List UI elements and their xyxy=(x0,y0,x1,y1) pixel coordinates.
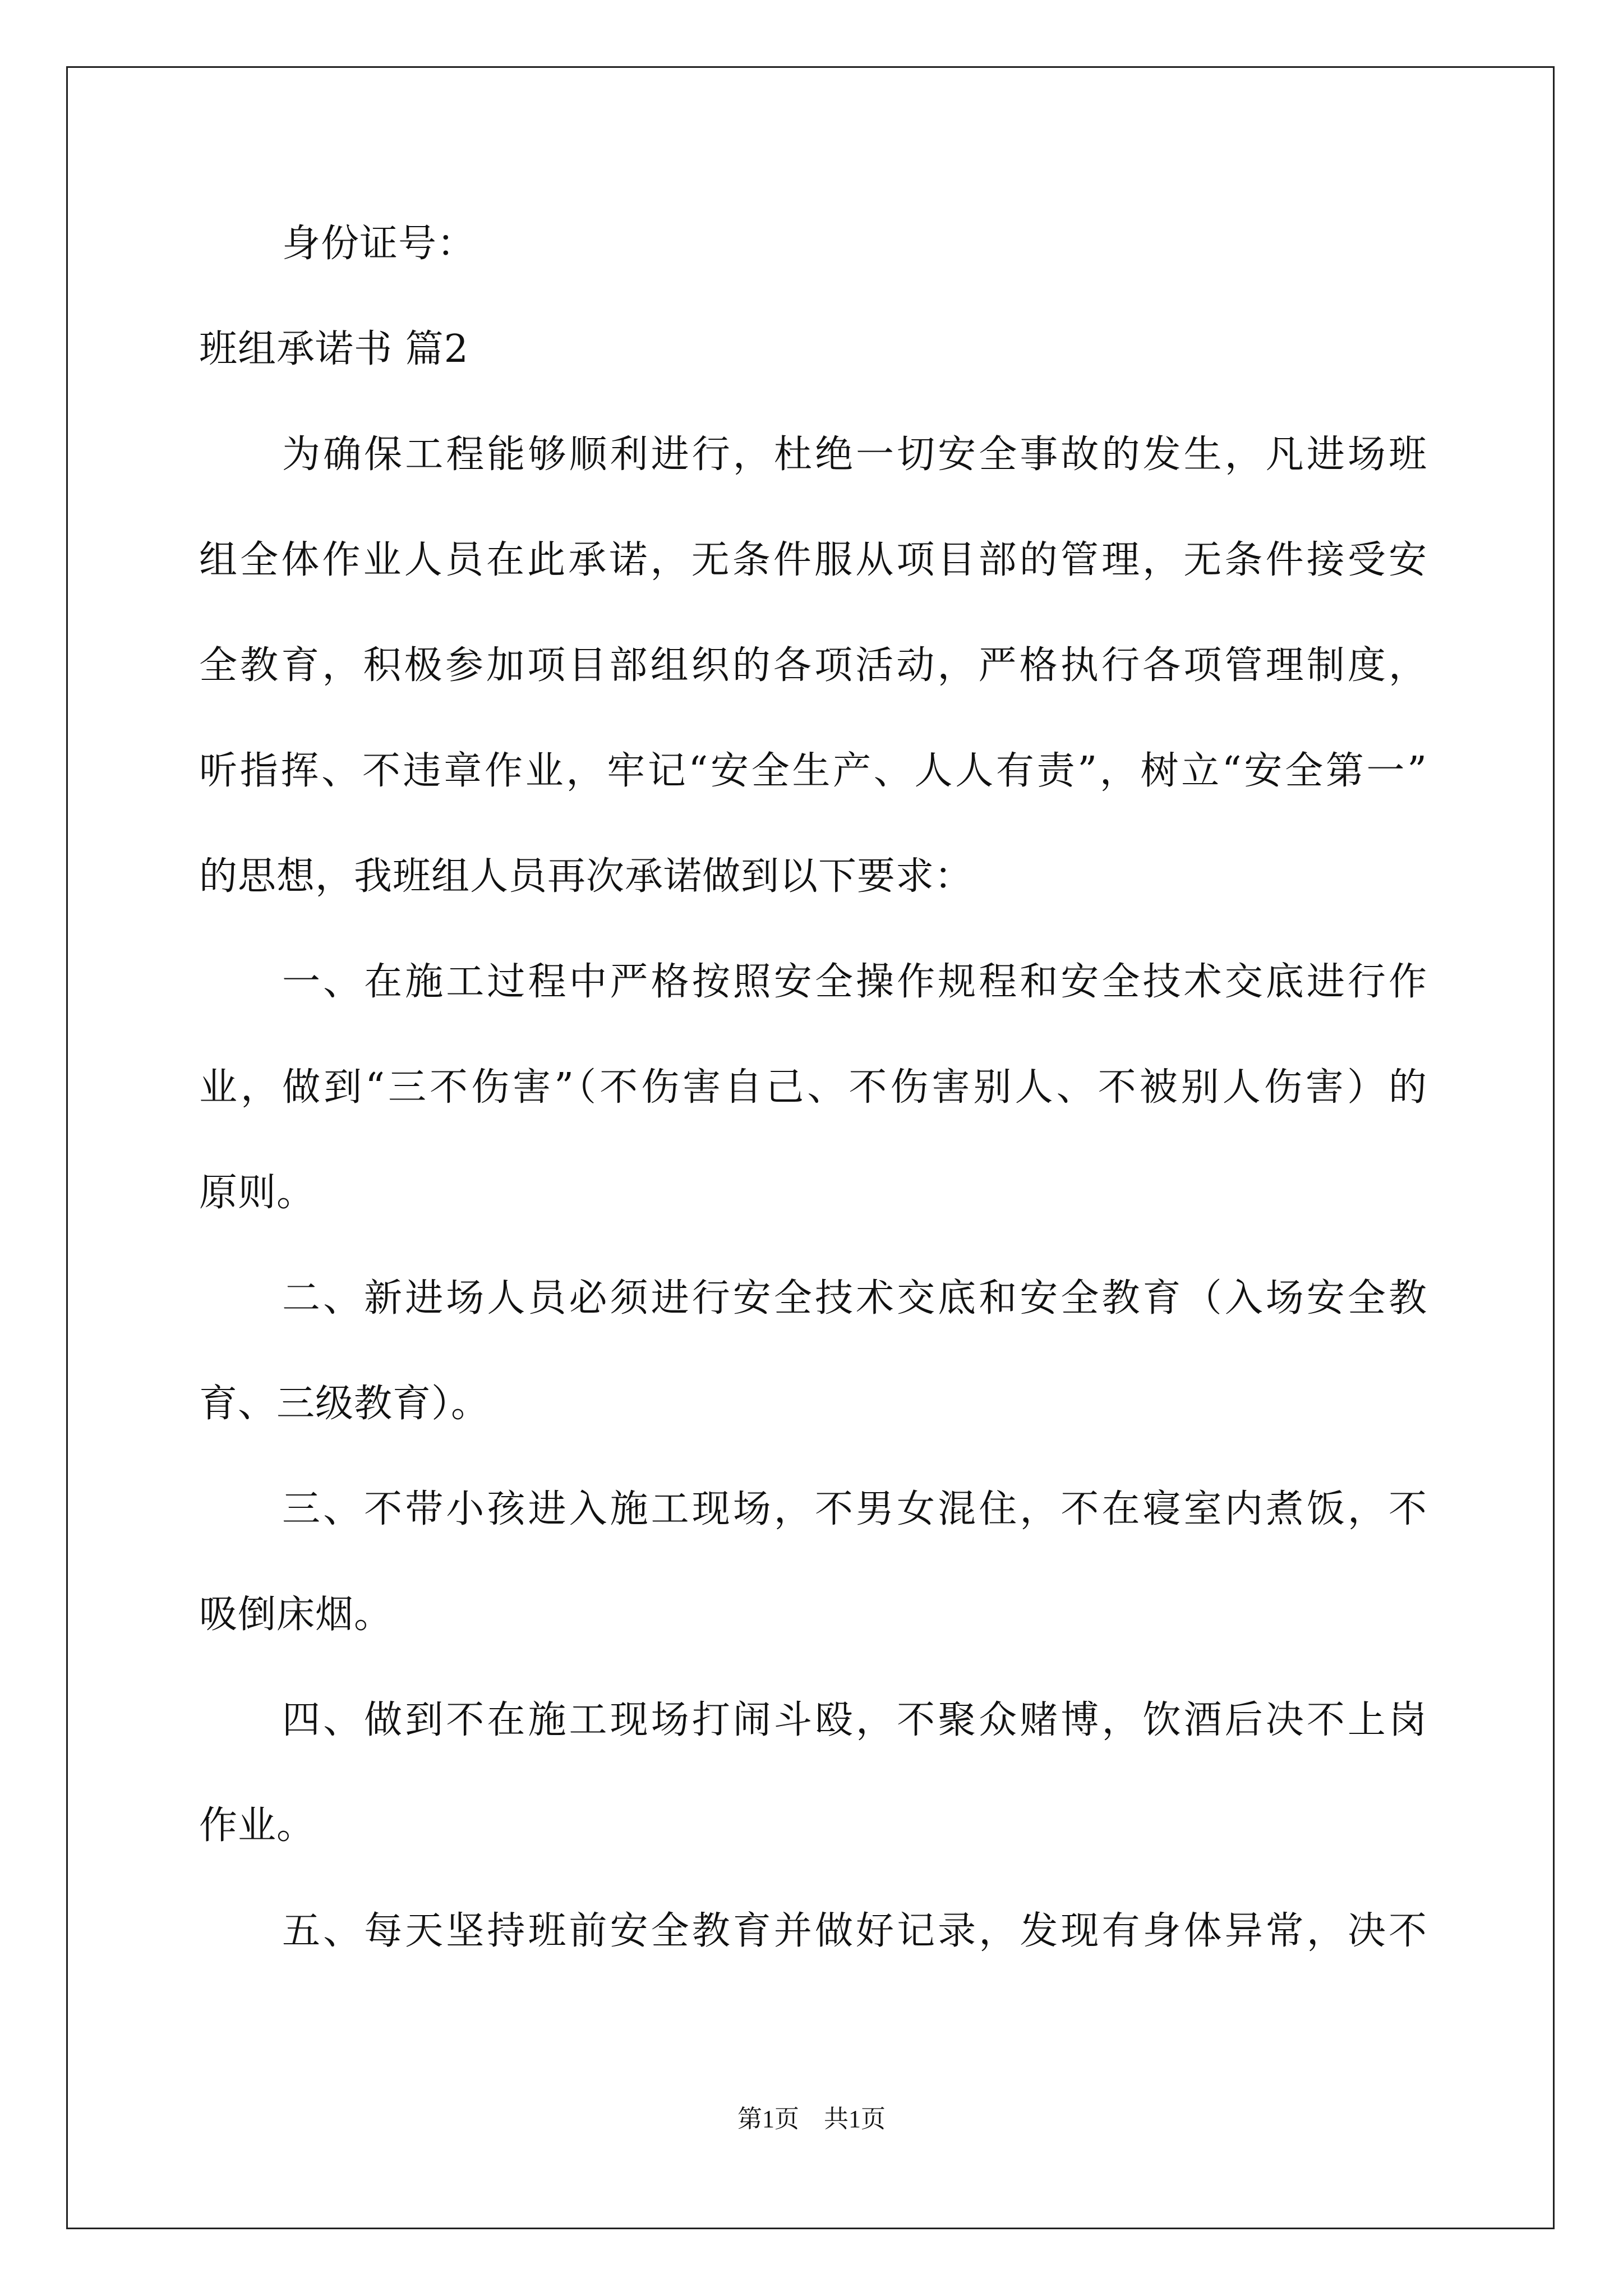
paragraph-line: 组全体作业人员在此承诺，无条件服从项目部的管理，无条件接受安 xyxy=(199,538,1427,582)
paragraph-line: 原则。 xyxy=(199,1171,316,1215)
paragraph-line: 一、在施工过程中严格按照安全操作规程和安全技术交底进行作 xyxy=(282,960,1427,1004)
paragraph-line: 为确保工程能够顺利进行，杜绝一切安全事故的发生，凡进场班 xyxy=(282,432,1427,477)
paragraph-line: 的思想，我班组人员再次承诺做到以下要求： xyxy=(199,854,974,899)
paragraph-line: 作业。 xyxy=(199,1803,316,1848)
page-border xyxy=(66,66,1555,2229)
paragraph-line: 业，做到“三不伤害”（不伤害自己、不伤害别人、不被别人伤害）的 xyxy=(199,1065,1427,1110)
paragraph-line: 五、每天坚持班前安全教育并做好记录，发现有身体异常，决不 xyxy=(282,1909,1427,1953)
paragraph-line: 听指挥、不违章作业，牢记“安全生产、人人有责”，树立“安全第一” xyxy=(199,749,1427,793)
paragraph-line: 全教育，积极参加项目部组织的各项活动，严格执行各项管理制度， xyxy=(199,643,1427,688)
paragraph-line: 育、三级教育）。 xyxy=(199,1382,490,1426)
page-footer: 第1页 共1页 xyxy=(737,2105,886,2133)
paragraph-line: 四、做到不在施工现场打闹斗殴，不聚众赌博，饮酒后决不上岗 xyxy=(282,1698,1427,1742)
id-number-label: 身份证号： xyxy=(282,222,476,266)
section-heading: 班组承诺书 篇2 xyxy=(199,327,469,371)
paragraph-line: 吸倒床烟。 xyxy=(199,1593,393,1637)
paragraph-line: 三、不带小孩进入施工现场，不男女混住，不在寝室内煮饭，不 xyxy=(282,1487,1427,1531)
paragraph-line: 二、新进场人员必须进行安全技术交底和安全教育（入场安全教 xyxy=(282,1276,1427,1320)
